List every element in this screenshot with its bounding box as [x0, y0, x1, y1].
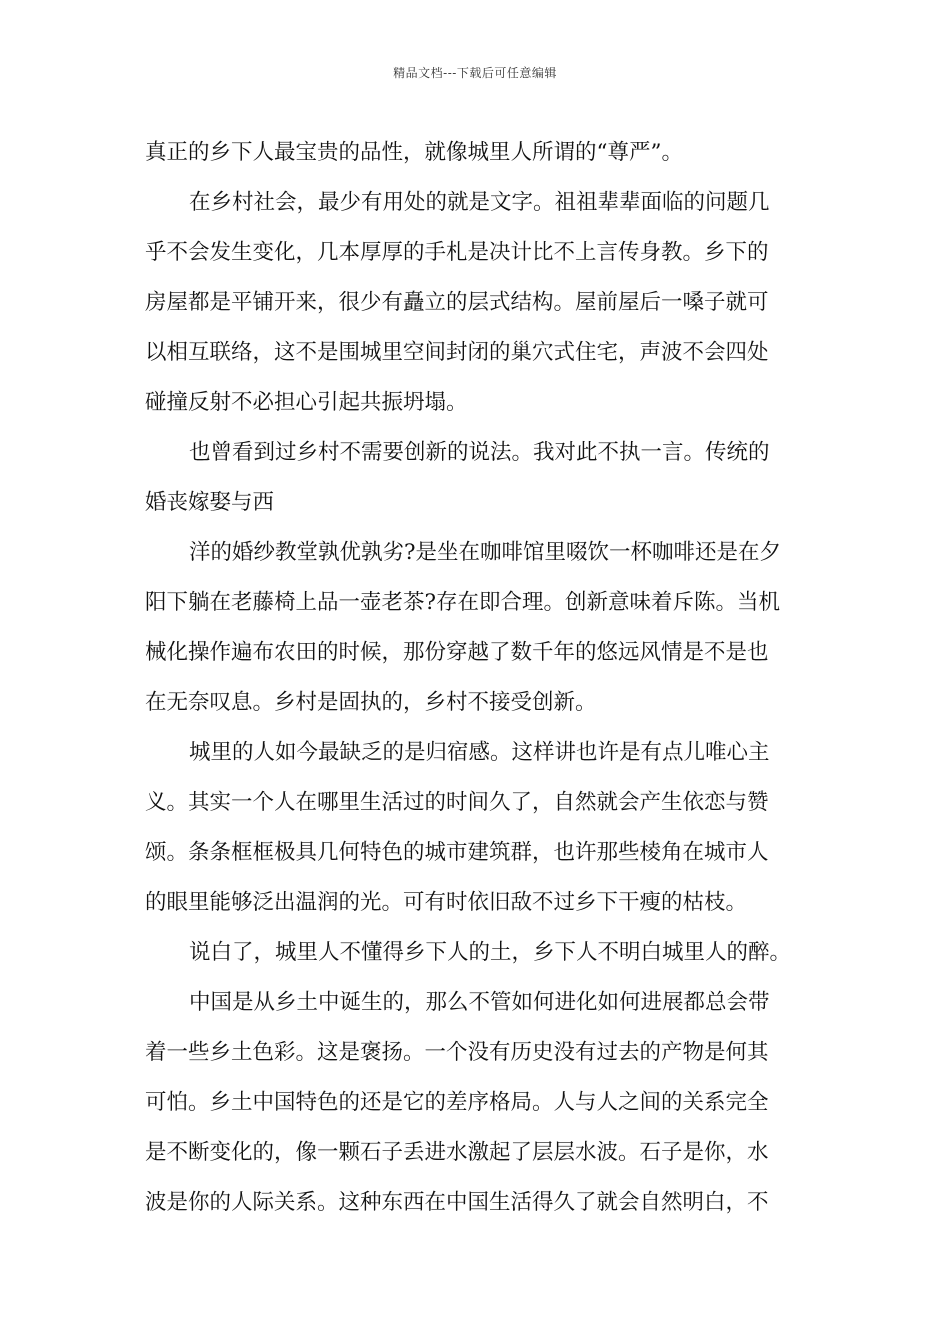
document-body: [145, 128, 809, 1228]
text-line: 的眼里能够泛出温润的光。可有时依旧敌不过乡下干瘦的枯枝。: [145, 890, 748, 915]
text-line: 阳下躺在老藤椅上品一壶老茶?存在即合理。创新意味着斥陈。当机: [145, 590, 781, 615]
text-line: 中国是从乡土中诞生的，那么不管如何进化如何进展都总会带: [189, 990, 770, 1015]
text-line: 婚丧嫁娶与西: [145, 490, 275, 515]
text-line: 也曾看到过乡村不需要创新的说法。我对此不执一言。传统的: [189, 440, 770, 465]
text-line: 义。其实一个人在哪里生活过的时间久了，自然就会产生依恋与赞: [145, 790, 769, 815]
text-line: 碰撞反射不必担心引起共振坍塌。: [145, 390, 468, 415]
text-line: 可怕。乡土中国特色的还是它的差序格局。人与人之间的关系完全: [145, 1090, 769, 1115]
text-line: 城里的人如今最缺乏的是归宿感。这样讲也许是有点儿唯心主: [189, 740, 770, 765]
text-line: 房屋都是平铺开来，很少有矗立的层式结构。屋前屋后一嗓子就可: [145, 290, 769, 315]
text-line: 波是你的人际关系。这种东西在中国生活得久了就会自然明白，不: [145, 1190, 769, 1215]
text-line: 说白了，城里人不懂得乡下人的土，乡下人不明白城里人的醉。: [189, 940, 792, 965]
page-header: 精品文档---下载后可任意编辑: [393, 66, 557, 80]
text-line: 以相互联络，这不是围城里空间封闭的巢穴式住宅，声波不会四处: [145, 340, 769, 365]
text-line: 乎不会发生变化，几本厚厚的手札是决计比不上言传身教。乡下的: [145, 240, 769, 265]
text-line: 械化操作遍布农田的时候，那份穿越了数千年的悠远风情是不是也: [145, 640, 769, 665]
text-line: 真正的乡下人最宝贵的品性，就像城里人所谓的“尊严”。: [145, 140, 683, 165]
text-line: 着一些乡土色彩。这是褒扬。一个没有历史没有过去的产物是何其: [145, 1040, 769, 1065]
text-line: 在无奈叹息。乡村是固执的，乡村不接受创新。: [145, 690, 597, 715]
text-line: 是不断变化的，像一颗石子丢进水激起了层层水波。石子是你，水: [145, 1140, 769, 1165]
text-line: 洋的婚纱教堂孰优孰劣?是坐在咖啡馆里啜饮一杯咖啡还是在夕: [189, 540, 782, 565]
text-line: 在乡村社会，最少有用处的就是文字。祖祖辈辈面临的问题几: [189, 190, 770, 215]
text-line: 颂。条条框框极具几何特色的城市建筑群，也许那些棱角在城市人: [145, 840, 769, 865]
